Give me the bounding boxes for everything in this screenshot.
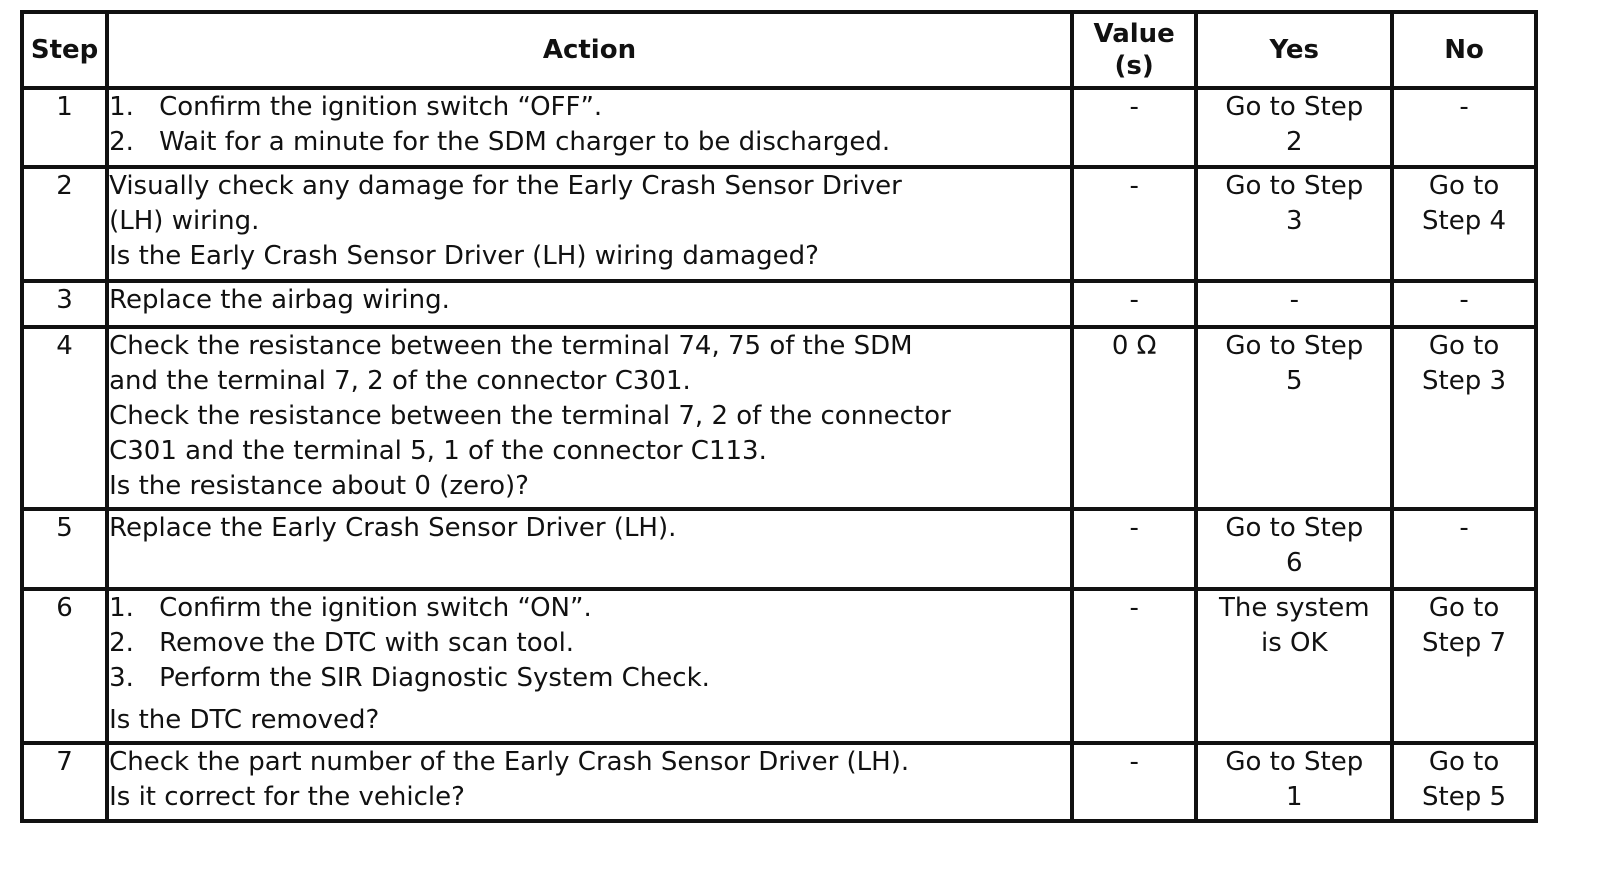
yes-line: Go to Step bbox=[1225, 92, 1364, 122]
action-line: Check the resistance between the terminal 74, 75 of the SDM bbox=[109, 331, 913, 361]
table-row bbox=[22, 167, 1536, 281]
header-row bbox=[22, 12, 1536, 88]
yes-line: The system bbox=[1218, 593, 1370, 623]
action-line: Is the resistance about 0 (zero)? bbox=[109, 471, 529, 501]
action-cell bbox=[107, 327, 1072, 509]
table-row bbox=[22, 327, 1536, 509]
action-line: C301 and the terminal 5, 1 of the connector C113. bbox=[109, 436, 767, 466]
no-cell bbox=[1392, 589, 1536, 743]
action-cell bbox=[107, 281, 1072, 327]
table-row bbox=[22, 743, 1536, 821]
action-cell bbox=[107, 88, 1072, 167]
no-line: Go to bbox=[1428, 171, 1500, 201]
no-line: - bbox=[1459, 513, 1469, 543]
list-text: Perform the SIR Diagnostic System Check. bbox=[159, 663, 710, 693]
table-row bbox=[22, 509, 1536, 589]
yes-cell bbox=[1196, 88, 1392, 167]
step-cell: 4 bbox=[22, 327, 107, 509]
header-step: Step bbox=[22, 12, 107, 88]
yes-line: 2 bbox=[1286, 127, 1303, 157]
yes-cell bbox=[1196, 327, 1392, 509]
no-line: Step 5 bbox=[1422, 782, 1507, 812]
value-cell: - bbox=[1072, 167, 1197, 281]
no-cell bbox=[1392, 327, 1536, 509]
yes-cell bbox=[1196, 589, 1392, 743]
value-cell: - bbox=[1072, 509, 1197, 589]
value-cell: - bbox=[1072, 281, 1197, 327]
value-cell: - bbox=[1072, 589, 1197, 743]
no-cell bbox=[1392, 743, 1536, 821]
yes-line: Go to Step bbox=[1225, 171, 1364, 201]
yes-line: Go to Step bbox=[1225, 747, 1364, 777]
yes-line: is OK bbox=[1260, 628, 1328, 658]
yes-line: 5 bbox=[1286, 366, 1303, 396]
step-cell: 6 bbox=[22, 589, 107, 743]
header-no: No bbox=[1392, 12, 1536, 88]
no-line: Step 4 bbox=[1422, 206, 1507, 236]
no-line: Step 3 bbox=[1422, 366, 1507, 396]
header-value bbox=[1072, 12, 1197, 88]
list-number: 1. bbox=[109, 92, 134, 122]
yes-line: - bbox=[1289, 285, 1299, 315]
no-line: Go to bbox=[1428, 593, 1500, 623]
diagnostic-table-wrapper bbox=[20, 10, 1538, 823]
no-line: Go to bbox=[1428, 747, 1500, 777]
value-cell: - bbox=[1072, 743, 1197, 821]
yes-cell bbox=[1196, 281, 1392, 327]
step-cell: 2 bbox=[22, 167, 107, 281]
no-line: Step 7 bbox=[1422, 628, 1507, 658]
action-line: Check the part number of the Early Crash Sensor Driver (LH). bbox=[109, 747, 910, 777]
list-number: 2. bbox=[109, 628, 134, 658]
action-line: Visually check any damage for the Early Crash Sensor Driver bbox=[109, 171, 902, 201]
action-line: and the terminal 7, 2 of the connector C301. bbox=[109, 366, 691, 396]
step-cell: 1 bbox=[22, 88, 107, 167]
no-line: - bbox=[1459, 92, 1469, 122]
list-text: Wait for a minute for the SDM charger to be discharged. bbox=[159, 127, 891, 157]
yes-cell bbox=[1196, 167, 1392, 281]
action-list-item bbox=[109, 626, 1070, 661]
no-cell bbox=[1392, 88, 1536, 167]
table-row bbox=[22, 88, 1536, 167]
action-cell bbox=[107, 509, 1072, 589]
header-value-line2: (s) bbox=[1114, 51, 1154, 81]
action-line: Is the DTC removed? bbox=[109, 705, 380, 735]
yes-line: 3 bbox=[1286, 206, 1303, 236]
diagnostic-table bbox=[20, 10, 1538, 823]
action-line: Replace the airbag wiring. bbox=[109, 285, 450, 315]
action-cell bbox=[107, 167, 1072, 281]
action-line: (LH) wiring. bbox=[109, 206, 260, 236]
action-list-item bbox=[109, 591, 1070, 626]
action-line: Is the Early Crash Sensor Driver (LH) wiring damaged? bbox=[109, 241, 819, 271]
list-number: 3. bbox=[109, 663, 134, 693]
yes-cell bbox=[1196, 743, 1392, 821]
step-cell: 3 bbox=[22, 281, 107, 327]
action-line: Check the resistance between the terminal 7, 2 of the connector bbox=[109, 401, 951, 431]
action-list-item bbox=[109, 90, 1070, 125]
no-cell bbox=[1392, 281, 1536, 327]
yes-line: 6 bbox=[1286, 548, 1303, 578]
list-text: Confirm the ignition switch “OFF”. bbox=[159, 92, 603, 122]
yes-line: Go to Step bbox=[1225, 513, 1364, 543]
action-list-item bbox=[109, 661, 1070, 696]
no-line: Go to bbox=[1428, 331, 1500, 361]
step-cell: 7 bbox=[22, 743, 107, 821]
action-cell bbox=[107, 743, 1072, 821]
action-list-item bbox=[109, 125, 1070, 160]
value-cell: 0 Ω bbox=[1072, 327, 1197, 509]
list-text: Remove the DTC with scan tool. bbox=[159, 628, 575, 658]
action-line: Is it correct for the vehicle? bbox=[109, 782, 465, 812]
action-line: Replace the Early Crash Sensor Driver (LH). bbox=[109, 513, 677, 543]
list-number: 1. bbox=[109, 593, 134, 623]
list-text: Confirm the ignition switch “ON”. bbox=[159, 593, 592, 623]
header-value-line1: Value bbox=[1093, 19, 1175, 49]
header-yes: Yes bbox=[1196, 12, 1392, 88]
no-line: - bbox=[1459, 285, 1469, 315]
table-row bbox=[22, 589, 1536, 743]
no-cell bbox=[1392, 167, 1536, 281]
value-cell: - bbox=[1072, 88, 1197, 167]
table-row bbox=[22, 281, 1536, 327]
no-cell bbox=[1392, 509, 1536, 589]
yes-line: 1 bbox=[1286, 782, 1303, 812]
yes-cell bbox=[1196, 509, 1392, 589]
yes-line: Go to Step bbox=[1225, 331, 1364, 361]
list-number: 2. bbox=[109, 127, 134, 157]
header-action: Action bbox=[107, 12, 1072, 88]
step-cell: 5 bbox=[22, 509, 107, 589]
action-cell bbox=[107, 589, 1072, 743]
